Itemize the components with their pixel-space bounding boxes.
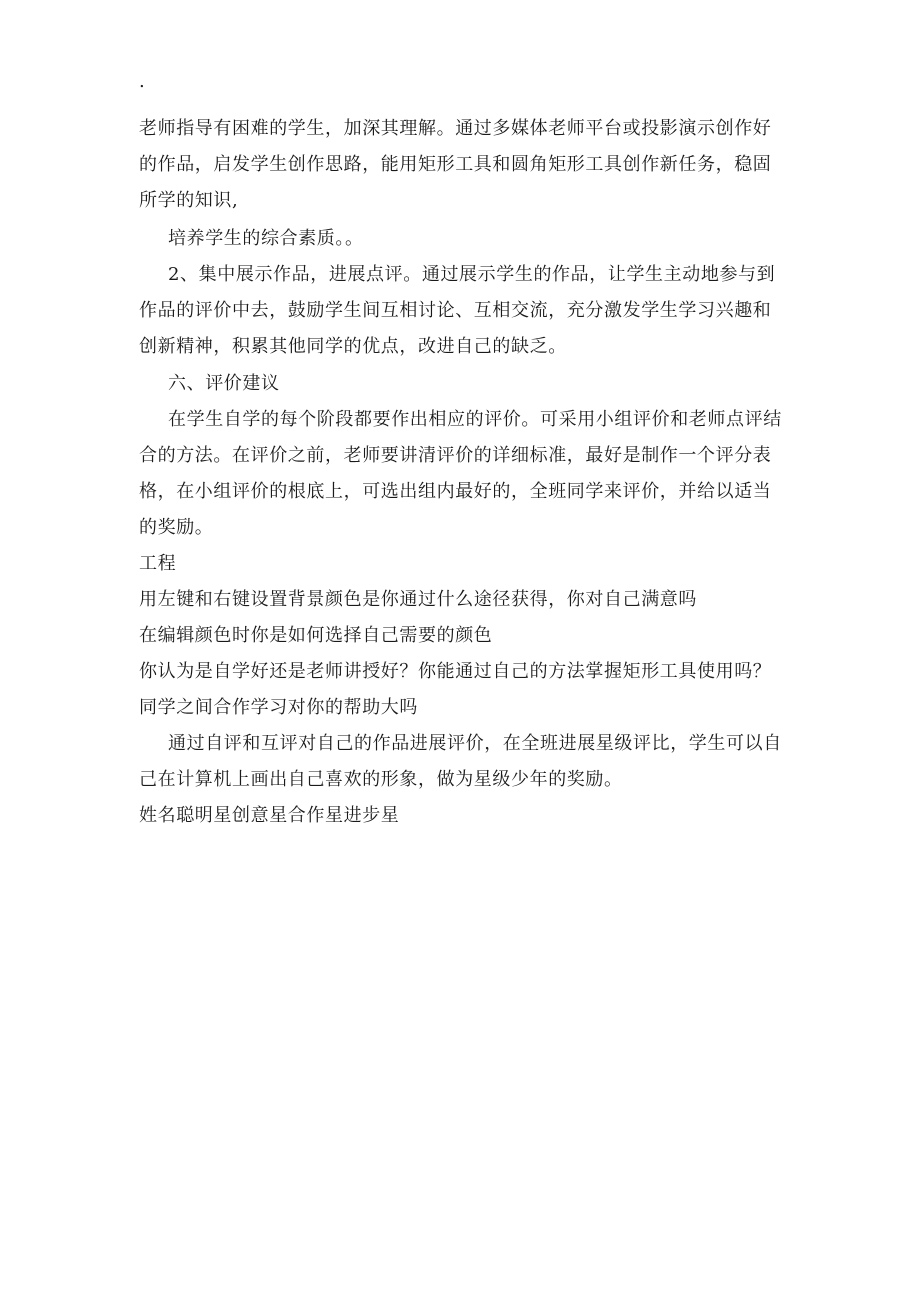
paragraph-line: 所学的知识,	[139, 190, 239, 211]
paragraph-line: 作品的评价中去，鼓励学生间互相讨论、互相交流，充分激发学生学习兴趣和	[139, 300, 772, 321]
table-header-line: 姓名聪明星创意星合作星进步星	[139, 805, 400, 826]
paragraph-line: 老师指导有困难的学生，加深其理解。通过多媒体老师平台或投影演示创作好	[139, 118, 772, 139]
paragraph-line: 的作品，启发学生创作思路，能用矩形工具和圆角矩形工具创作新任务，稳固	[139, 154, 772, 175]
list-item: 用左键和右键设置背景颜色是你通过什么途径获得，你对自己满意吗	[139, 589, 697, 610]
section-heading: 六、评价建议	[168, 373, 280, 394]
list-item: 在编辑颜色时你是如何选择自己需要的颜色	[139, 625, 493, 646]
paragraph-line: 2、集中展示作品，进展点评。通过展示学生的作品，让学生主动地参与到	[168, 264, 776, 285]
paragraph-line: 格，在小组评价的根底上，可选出组内最好的，全班同学来评价，并给以适当	[139, 481, 772, 502]
paragraph-line: 合的方法。在评价之前，老师要讲清评价的详细标准，最好是制作一个评分表	[139, 445, 772, 466]
paragraph-line: 培养学生的综合素质。。	[168, 228, 364, 249]
page-mark: .	[139, 71, 145, 92]
list-item: 你认为是自学好还是老师讲授好？你能通过自己的方法掌握矩形工具使用吗？	[139, 661, 772, 682]
paragraph-line: 创新精神，积累其他同学的优点，改进自己的缺乏。	[139, 336, 567, 357]
paragraph-line: 在学生自学的每个阶段都要作出相应的评价。可采用小组评价和老师点评结	[168, 409, 782, 430]
paragraph-line: 通过自评和互评对自己的作品进展评价，在全班进展星级评比，学生可以自	[168, 733, 782, 754]
list-heading: 工程	[139, 553, 177, 574]
paragraph-line: 的奖励。	[139, 517, 214, 538]
paragraph-line: 己在计算机上画出自己喜欢的形象，做为星级少年的奖励。	[139, 769, 623, 790]
list-item: 同学之间合作学习对你的帮助大吗	[139, 697, 418, 718]
